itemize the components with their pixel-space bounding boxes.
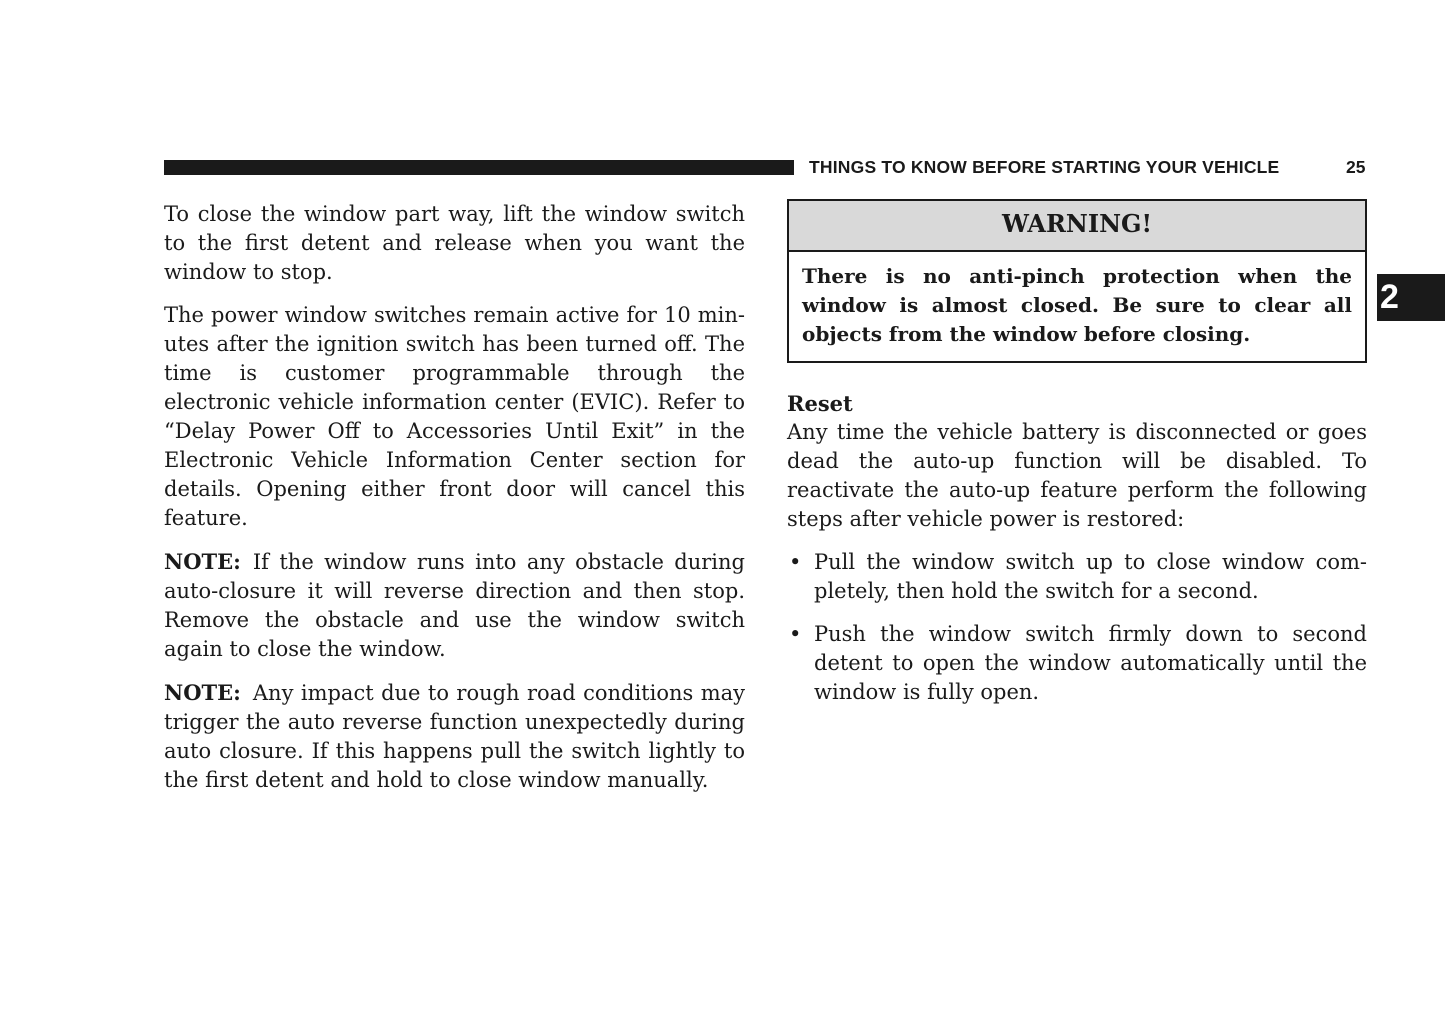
reset-steps-list <box>787 548 1367 707</box>
warning-title: WARNING! <box>789 201 1365 252</box>
note-obstacle <box>164 547 745 664</box>
warning-text: There is no anti-pinch protection when the window is almost closed. Be sure to clear all objects from the window before closing. <box>802 264 1352 346</box>
section-heading-reset: Reset <box>787 391 853 416</box>
note-text: Any impact due to rough road conditions may trigger the auto reverse function unexpectedly during auto closure. If this happens pull the switch lightly to the first detent and hold to close window manually. <box>164 681 745 792</box>
left-column <box>164 200 745 809</box>
page-number: 25 <box>1346 157 1366 177</box>
note-label: NOTE: <box>164 549 241 574</box>
paragraph-switches-active: The power window switches remain active for 10 min-utes after the ignition switch has been turned off. The time is customer programmable through the electronic vehicle information center (EVIC). Refer to “Delay Power Off to Accessories Until Exit” in the Electronic Vehicle Information Center section for details. Opening either front door will cancel this feature. <box>164 303 745 530</box>
right-column <box>787 389 1367 721</box>
note-label: NOTE: <box>164 680 241 705</box>
note-text: If the window runs into any obstacle during auto-closure it will reverse direction and then stop. Remove the obstacle and use the window switch again to close the window. <box>164 550 745 661</box>
note-rough-road <box>164 678 745 795</box>
chapter-tab: 2 <box>1377 274 1445 321</box>
paragraph-close-part-way: To close the window part way, lift the window switch to the first detent and release when you want the window to stop. <box>164 202 745 284</box>
list-item: • Push the window switch firmly down to second detent to open the window automatically until the window is fully open. <box>787 620 1367 707</box>
warning-box <box>787 199 1367 363</box>
paragraph-reset-intro: Any time the vehicle battery is disconnected or goes dead the auto-up function will be disabled. To reactivate the auto-up feature perform the following steps after vehicle power is restored: <box>787 420 1367 531</box>
header-rule <box>164 160 794 175</box>
running-header-title: THINGS TO KNOW BEFORE STARTING YOUR VEHICLE <box>809 157 1280 177</box>
list-item: • Pull the window switch up to close window com-pletely, then hold the switch for a second. <box>787 548 1367 606</box>
